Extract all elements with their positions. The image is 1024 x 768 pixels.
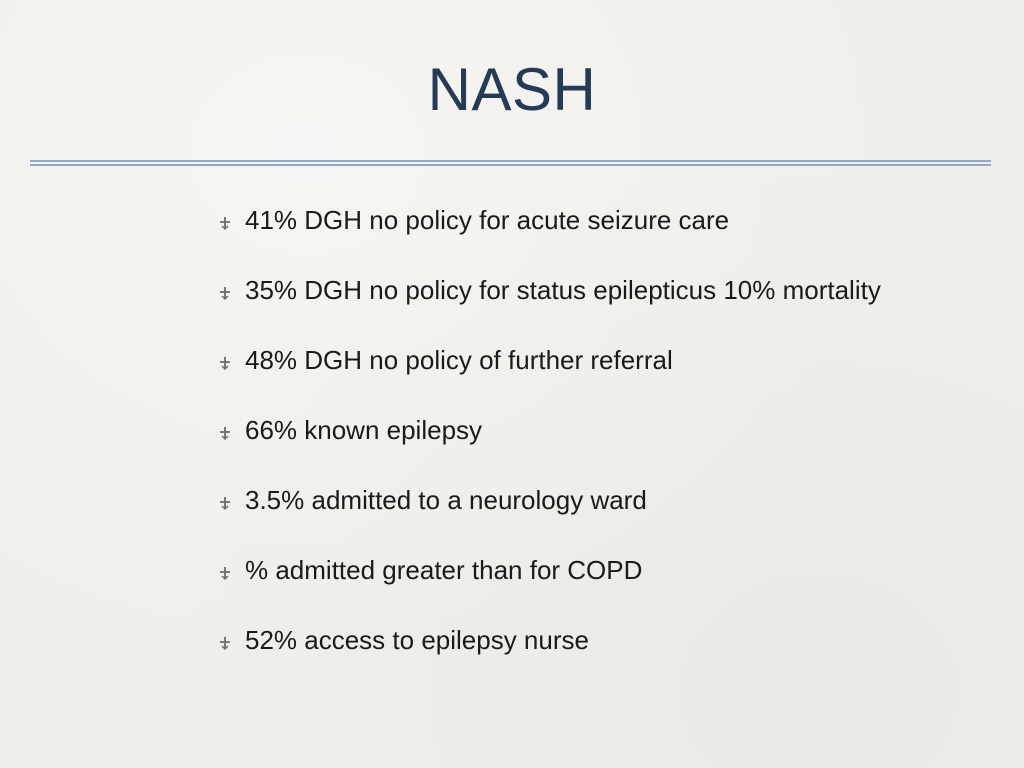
slide-title: NASH: [427, 56, 597, 123]
title-divider-top: [30, 160, 991, 162]
bullet-text: 66% known epilepsy: [245, 415, 483, 445]
bullet-list: [218, 205, 978, 656]
bullet-item: [218, 415, 978, 446]
bullet-text: 3.5% admitted to a neurology ward: [245, 485, 647, 515]
cross-bullet-icon: [218, 426, 232, 440]
bullet-text: 48% DGH no policy of further referral: [245, 345, 673, 375]
bullet-text: 41% DGH no policy for acute seizure care: [245, 205, 730, 235]
bullet-item: [218, 555, 978, 586]
bullet-item: [218, 275, 978, 306]
title-divider-bottom: [30, 164, 991, 166]
bullet-text: 52% access to epilepsy nurse: [245, 625, 589, 655]
bullet-item: [218, 485, 978, 516]
cross-bullet-icon: [218, 496, 232, 510]
bullet-item: [218, 625, 978, 656]
cross-bullet-icon: [218, 286, 232, 300]
bullet-text: 35% DGH no policy for status epilepticus 10% mortality: [245, 275, 881, 305]
cross-bullet-icon: [218, 356, 232, 370]
bullet-item: [218, 345, 978, 376]
bullet-text: % admitted greater than for COPD: [245, 555, 643, 585]
cross-bullet-icon: [218, 216, 232, 230]
bullet-item: [218, 205, 978, 236]
cross-bullet-icon: [218, 566, 232, 580]
cross-bullet-icon: [218, 636, 232, 650]
